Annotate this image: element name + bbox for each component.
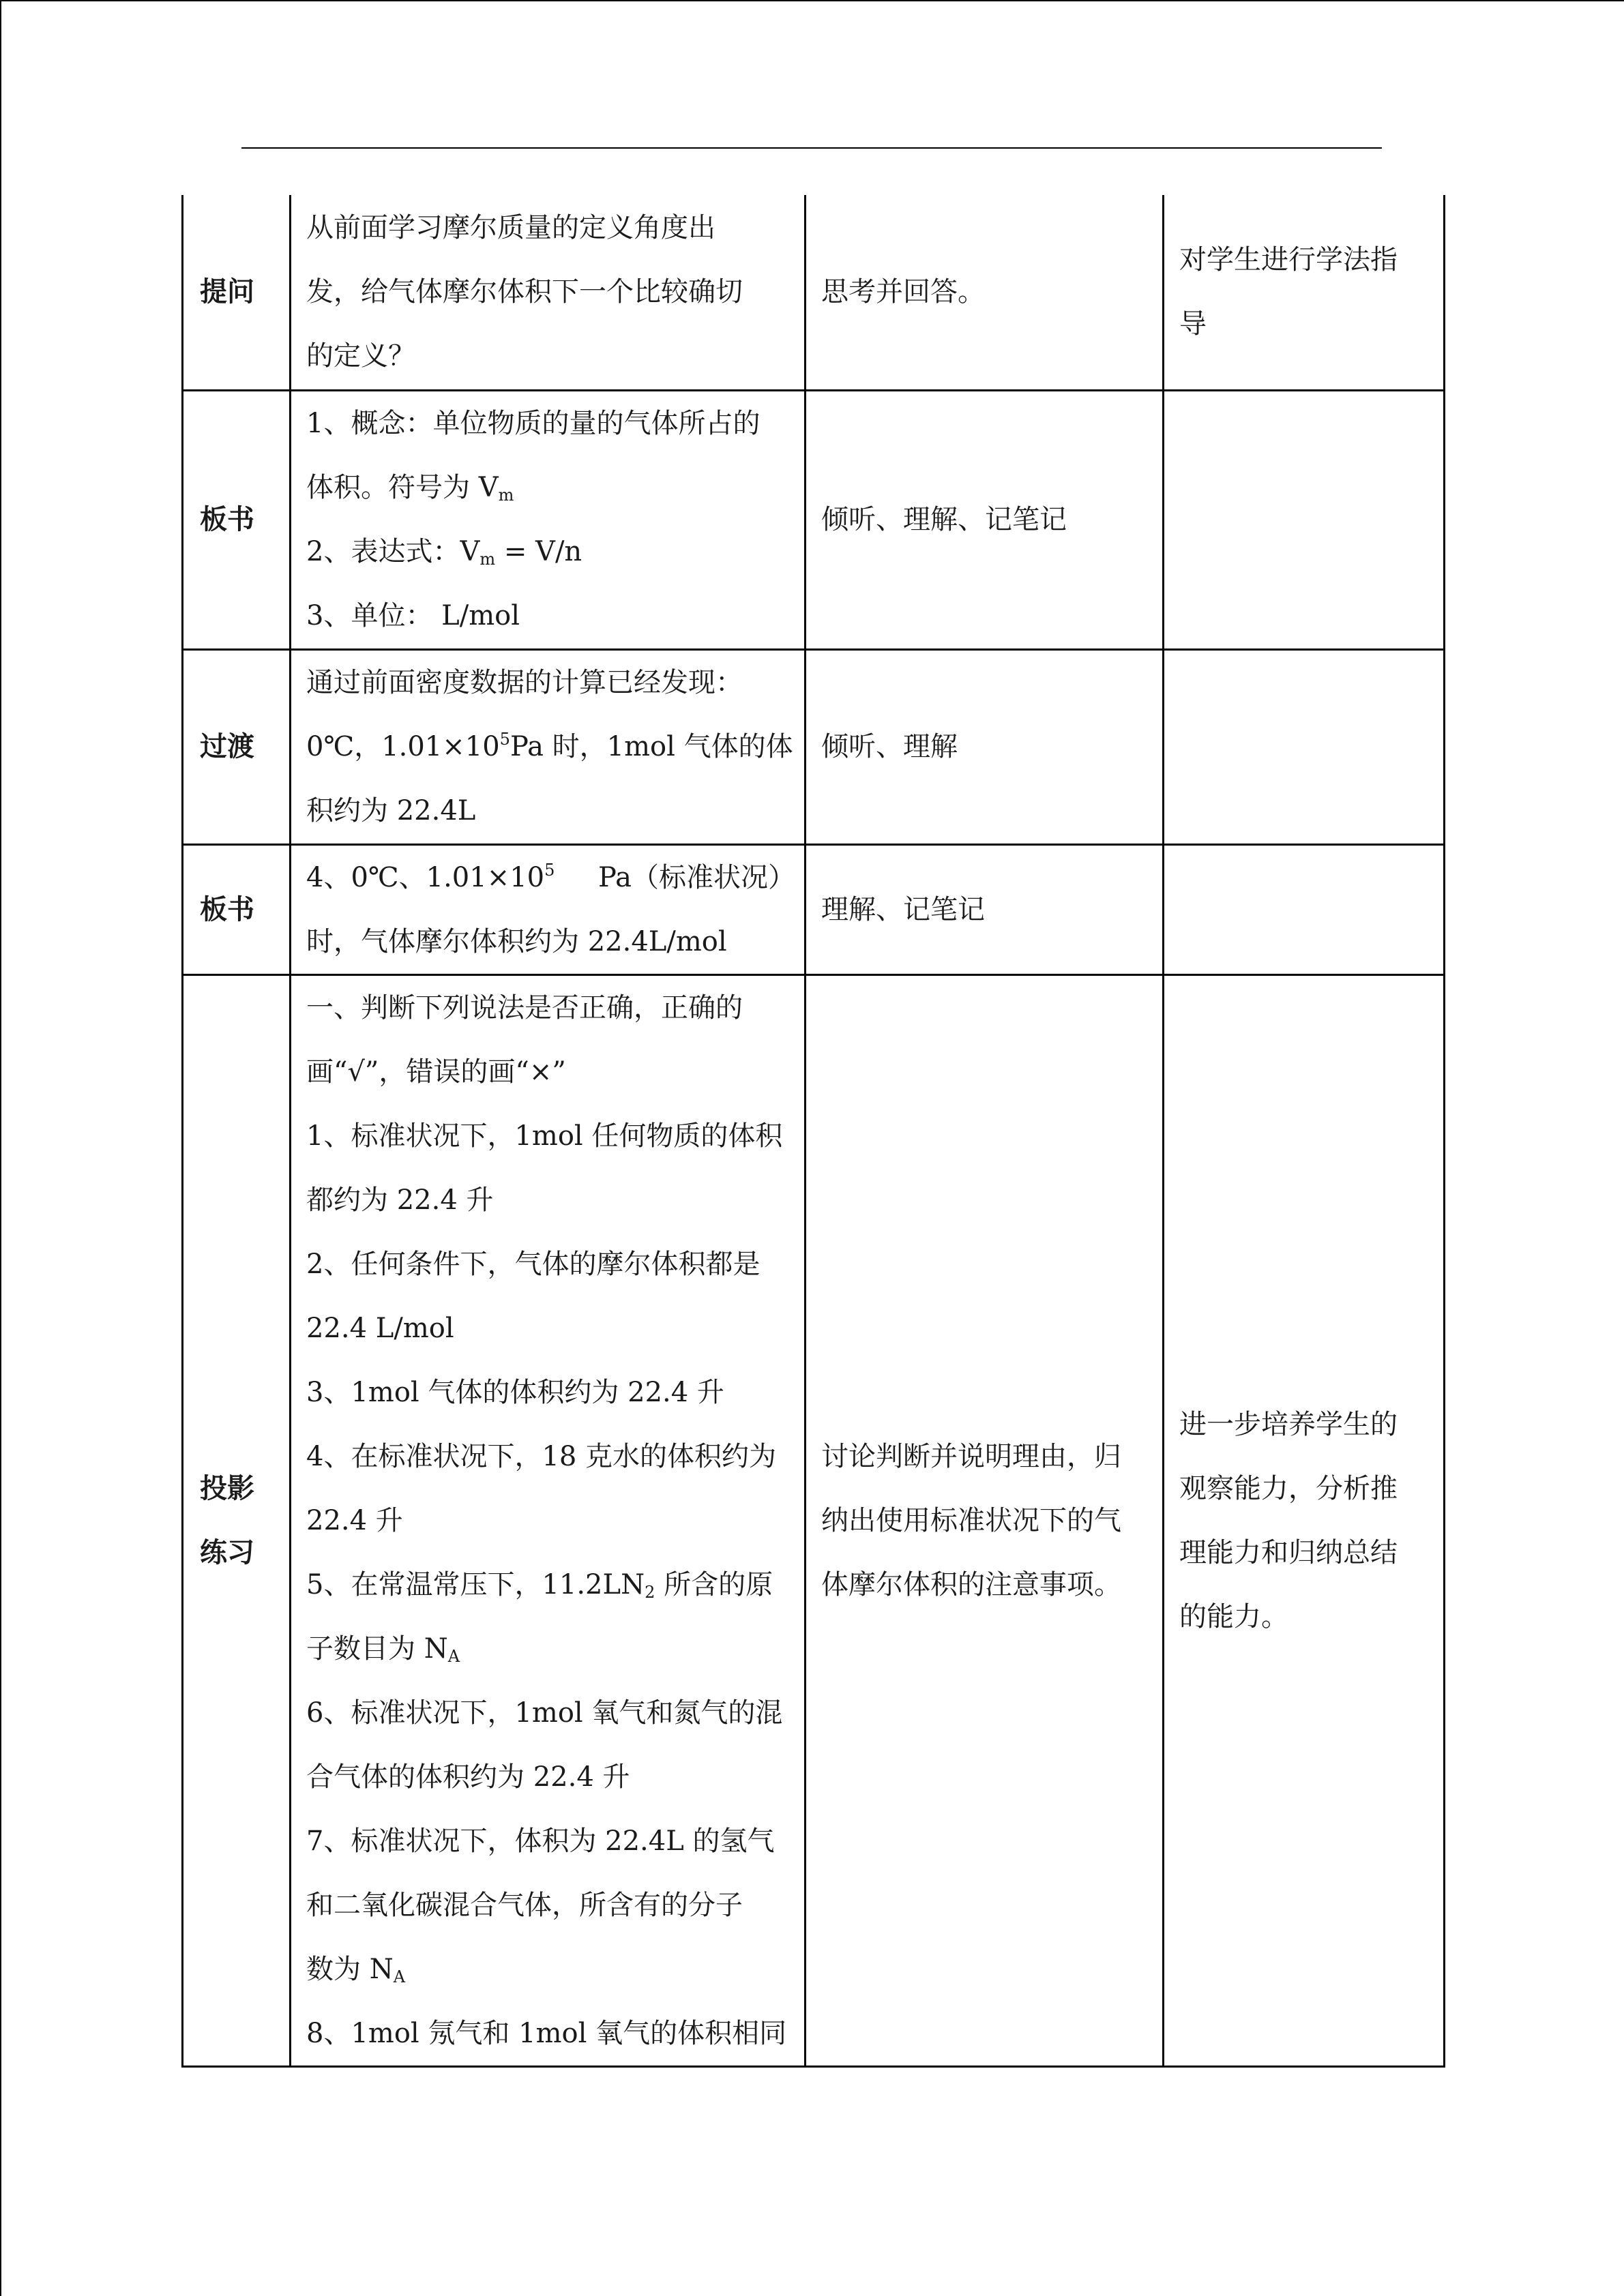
student-line: 理解、记笔记 bbox=[821, 893, 985, 925]
content-line: 时，气体摩尔体积约为 22.4L/mol bbox=[306, 925, 727, 957]
student-line: 纳出使用标准状况下的气 bbox=[821, 1504, 1121, 1536]
step-label: 练习 bbox=[200, 1536, 254, 1568]
content-line: 通过前面密度数据的计算已经发现： bbox=[306, 667, 743, 698]
content-line: 6、标准状况下，1mol 氧气和氮气的混 bbox=[306, 1697, 783, 1729]
content-line: 和二氧化碳混合气体，所含有的分子 bbox=[306, 1889, 743, 1921]
intent-line: 对学生进行学法指 bbox=[1179, 244, 1398, 276]
content-line: 体积。符号为 $V_m$ bbox=[306, 472, 514, 505]
step-cell bbox=[183, 974, 291, 2066]
content-line: 2、任何条件下，气体的摩尔体积都是 bbox=[306, 1248, 761, 1280]
content-line: 5、在常温常压下，$11.2LN_2$ 所含的原 bbox=[306, 1568, 773, 1602]
content-line: 22.4 L/mol bbox=[306, 1312, 454, 1344]
design-intent-cell bbox=[1164, 974, 1445, 2066]
content-line: 1、概念：单位物质的量的气体所占的 bbox=[306, 408, 761, 439]
step-label: 板书 bbox=[200, 504, 254, 535]
content-cell bbox=[291, 844, 806, 974]
student-line: 倾听、理解 bbox=[821, 731, 958, 762]
step-cell bbox=[183, 195, 291, 390]
lesson-plan-table bbox=[181, 195, 1445, 2068]
table-row bbox=[183, 195, 1445, 390]
student-activity-cell bbox=[806, 195, 1164, 390]
student-line: 体摩尔体积的注意事项。 bbox=[821, 1568, 1121, 1600]
content-line: 合气体的体积约为 22.4 升 bbox=[306, 1761, 630, 1793]
table-row bbox=[183, 844, 1445, 974]
content-line: 从前面学习摩尔质量的定义角度出 bbox=[306, 212, 715, 244]
content-cell bbox=[291, 974, 806, 2066]
content-cell bbox=[291, 195, 806, 390]
intent-line: 观察能力，分析推 bbox=[1179, 1472, 1398, 1504]
content-line: 一、判断下列说法是否正确，正确的 bbox=[306, 992, 743, 1024]
design-intent-cell bbox=[1164, 844, 1445, 974]
table-row bbox=[183, 649, 1445, 844]
content-line: 8、1mol 氖气和 1mol 氧气的体积相同 bbox=[306, 2017, 787, 2049]
student-activity-cell bbox=[806, 390, 1164, 649]
intent-line: 理能力和归纳总结 bbox=[1179, 1536, 1398, 1568]
step-label: 板书 bbox=[200, 893, 254, 925]
student-line: 倾听、理解、记笔记 bbox=[821, 504, 1067, 535]
table-row bbox=[183, 974, 1445, 2066]
content-line: 22.4 升 bbox=[306, 1504, 403, 1536]
content-line: 都约为 22.4 升 bbox=[306, 1184, 494, 1216]
content-line: 的定义？ bbox=[306, 340, 415, 372]
table-row bbox=[183, 390, 1445, 649]
step-label: 提问 bbox=[200, 276, 254, 308]
step-label: 投影 bbox=[200, 1472, 254, 1504]
content-line: 2、表达式：$V_m = V/n$ bbox=[306, 536, 582, 569]
content-line: 4、在标准状况下，18 克水的体积约为 bbox=[306, 1440, 777, 1472]
content-line: 子数目为 $N_A$ bbox=[306, 1632, 460, 1666]
student-activity-cell bbox=[806, 649, 1164, 844]
step-label: 过渡 bbox=[200, 731, 254, 762]
content-line: 数为 $N_A$ bbox=[306, 1953, 406, 1986]
design-intent-cell bbox=[1164, 195, 1445, 390]
content-line: 积约为 22.4L bbox=[306, 795, 476, 826]
content-line: 4、0℃、$1.01\times 10^5$ Pa（标准状况） bbox=[306, 860, 795, 893]
intent-line: 进一步培养学生的 bbox=[1179, 1408, 1398, 1440]
intent-line: 的能力。 bbox=[1179, 1600, 1288, 1632]
content-cell bbox=[291, 649, 806, 844]
design-intent-cell bbox=[1164, 390, 1445, 649]
student-activity-cell bbox=[806, 974, 1164, 2066]
student-line: 讨论判断并说明理由，归 bbox=[821, 1440, 1121, 1472]
student-line: 思考并回答。 bbox=[821, 276, 985, 308]
intent-line: 导 bbox=[1179, 308, 1207, 340]
content-line: 3、1mol 气体的体积约为 22.4 升 bbox=[306, 1376, 724, 1408]
step-cell bbox=[183, 649, 291, 844]
header-rule bbox=[241, 147, 1382, 149]
content-cell bbox=[291, 390, 806, 649]
content-line: 发，给气体摩尔体积下一个比较确切 bbox=[306, 276, 743, 308]
content-line: 3、单位： L/mol bbox=[306, 600, 520, 631]
content-line: 1、标准状况下，1mol 任何物质的体积 bbox=[306, 1120, 783, 1152]
design-intent-cell bbox=[1164, 649, 1445, 844]
content-line: 0℃，$1.01\times 10^5Pa$ 时，1mol 气体的体 bbox=[306, 730, 793, 762]
content-line: 画“√”，错误的画“×” bbox=[306, 1056, 566, 1088]
content-line: 7、标准状况下，体积为 22.4L 的氢气 bbox=[306, 1825, 775, 1857]
step-cell bbox=[183, 844, 291, 974]
step-cell bbox=[183, 390, 291, 649]
student-activity-cell bbox=[806, 844, 1164, 974]
